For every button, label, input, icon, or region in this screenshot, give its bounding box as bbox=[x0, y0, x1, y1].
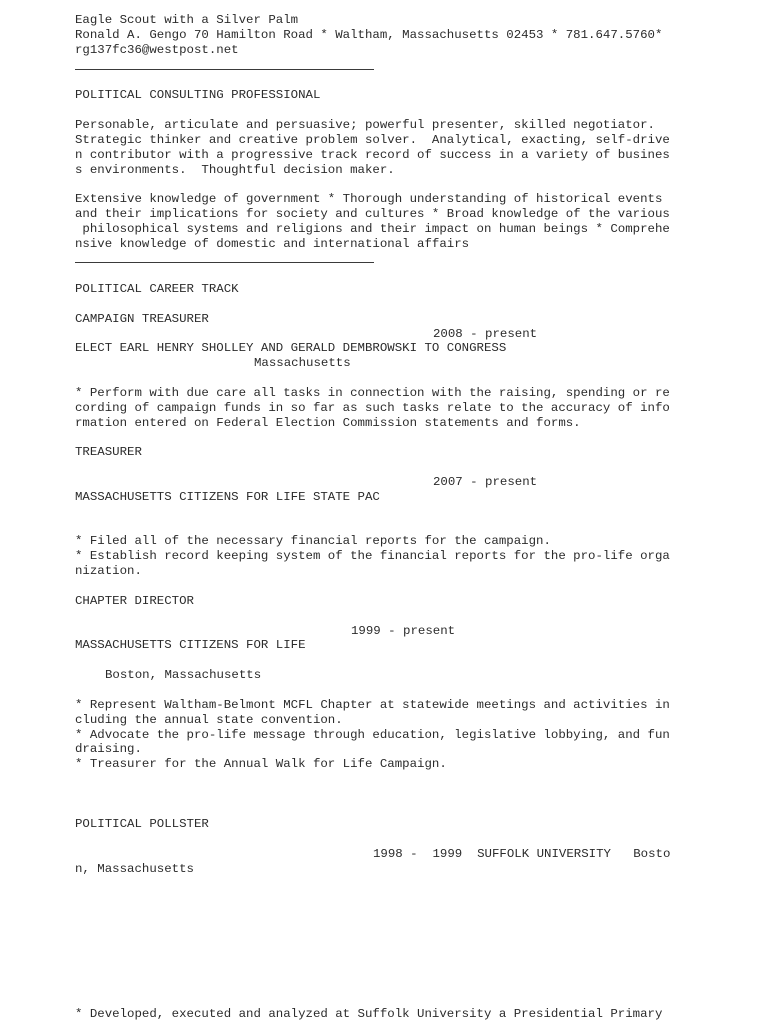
email-line: rg137fc36@westpost.net bbox=[75, 43, 239, 57]
job-dates: 2007 - present bbox=[433, 475, 538, 489]
job-title: CAMPAIGN TREASURER bbox=[75, 312, 209, 326]
job-bullet: * Advocate the pro-life message through education, legislative lobbying, and fun bbox=[75, 728, 670, 742]
summary-line: Strategic thinker and creative problem solver. Analytical, exacting, self-drive bbox=[75, 133, 670, 147]
job-dates-organization: 1998 - 1999 SUFFOLK UNIVERSITY Bosto bbox=[373, 847, 671, 861]
summary-line: n contributor with a progressive track record of success in a variety of busines bbox=[75, 148, 670, 162]
job-dates: 2008 - present bbox=[433, 327, 538, 341]
knowledge-line: philosophical systems and religions and their impact on human beings * Comprehe bbox=[75, 222, 670, 236]
contact-line: Ronald A. Gengo 70 Hamilton Road * Waltham, Massachusetts 02453 * 781.647.5760* bbox=[75, 28, 663, 42]
job-bullet: nization. bbox=[75, 564, 142, 578]
job-bullet: * Represent Waltham-Belmont MCFL Chapter at statewide meetings and activities in bbox=[75, 698, 670, 712]
job-title: POLITICAL POLLSTER bbox=[75, 817, 209, 831]
knowledge-line: Extensive knowledge of government * Thorough understanding of historical events bbox=[75, 192, 663, 206]
job-location: Boston, Massachusetts bbox=[105, 668, 262, 682]
job-bullet: cluding the annual state convention. bbox=[75, 713, 343, 727]
section-divider bbox=[75, 69, 374, 70]
job-dates: 1999 - present bbox=[351, 624, 456, 638]
job-bullet: rmation entered on Federal Election Commission statements and forms. bbox=[75, 416, 581, 430]
job-bullet: * Perform with due care all tasks in connection with the raising, spending or re bbox=[75, 386, 670, 400]
job-organization: MASSACHUSETTS CITIZENS FOR LIFE STATE PAC bbox=[75, 490, 380, 504]
job-bullet: * Treasurer for the Annual Walk for Life Campaign. bbox=[75, 757, 447, 771]
job-organization: MASSACHUSETTS CITIZENS FOR LIFE bbox=[75, 638, 306, 652]
job-organization: ELECT EARL HENRY SHOLLEY AND GERALD DEMBROWSKI TO CONGRESS bbox=[75, 341, 507, 355]
job-title: CHAPTER DIRECTOR bbox=[75, 594, 194, 608]
summary-line: s environments. Thoughtful decision maker. bbox=[75, 163, 395, 177]
job-title: TREASURER bbox=[75, 445, 142, 459]
summary-line: Personable, articulate and persuasive; powerful presenter, skilled negotiator. bbox=[75, 118, 655, 132]
job-bullet: draising. bbox=[75, 742, 142, 756]
job-location: Massachusetts bbox=[254, 356, 351, 370]
knowledge-line: and their implications for society and cultures * Broad knowledge of the various bbox=[75, 207, 670, 221]
job-location: n, Massachusetts bbox=[75, 862, 194, 876]
job-bullet: cording of campaign funds in so far as such tasks relate to the accuracy of info bbox=[75, 401, 670, 415]
career-heading: POLITICAL CAREER TRACK bbox=[75, 282, 239, 296]
knowledge-line: nsive knowledge of domestic and international affairs bbox=[75, 237, 470, 251]
summary-heading: POLITICAL CONSULTING PROFESSIONAL bbox=[75, 88, 321, 102]
job-bullet: * Establish record keeping system of the financial reports for the pro-life orga bbox=[75, 549, 670, 563]
job-bullet: * Filed all of the necessary financial reports for the campaign. bbox=[75, 534, 551, 548]
section-divider bbox=[75, 262, 374, 263]
job-bullet: * Developed, executed and analyzed at Suffolk University a Presidential Primary bbox=[75, 1007, 663, 1021]
header-tagline: Eagle Scout with a Silver Palm bbox=[75, 13, 299, 27]
